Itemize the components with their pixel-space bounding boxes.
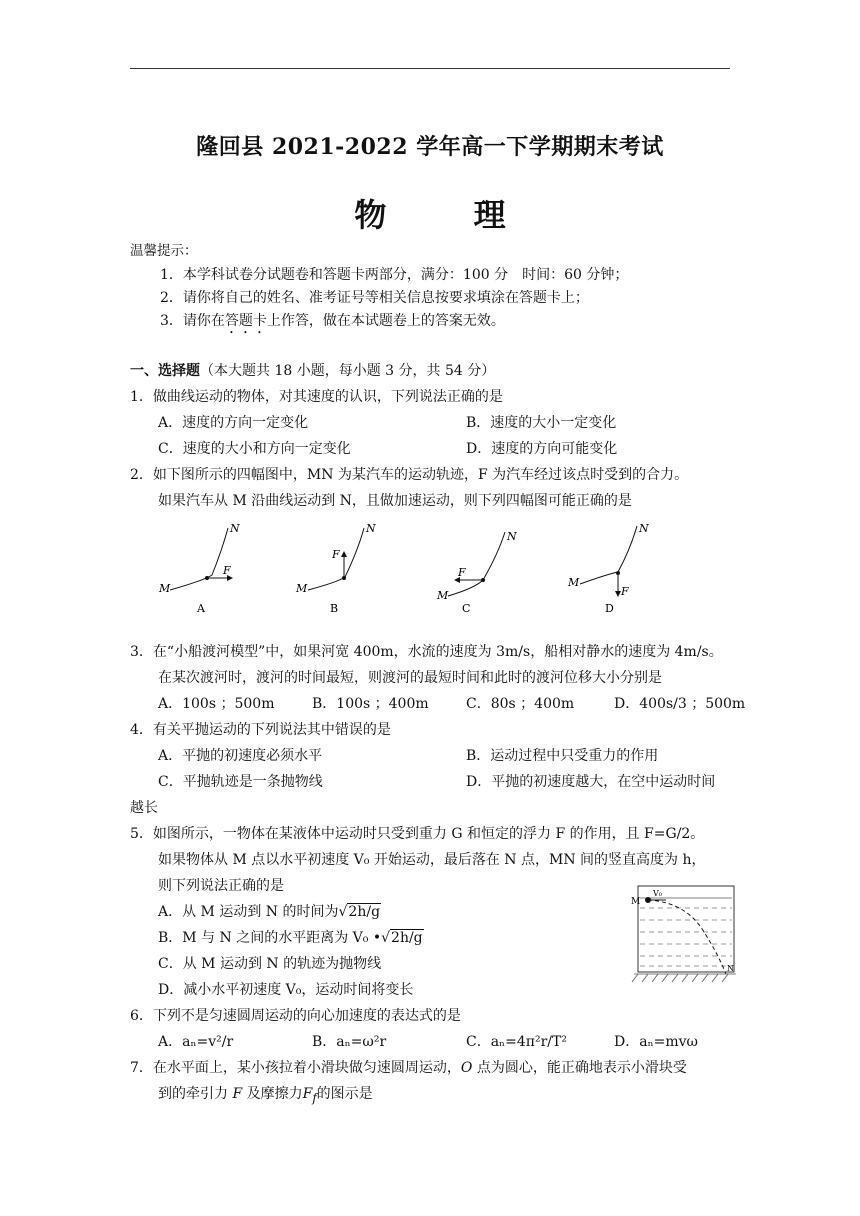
q2-panel-a-f: F: [223, 564, 231, 577]
q7-stem-line2-post: 的图示是: [316, 1086, 373, 1102]
section-heading: [130, 362, 495, 380]
q7-stem-force-f: F: [232, 1086, 243, 1102]
q3-option-c: C．80s ；400m: [466, 696, 575, 712]
q5-option-a-text: A．从 M 运动到 N 的时间为: [158, 904, 339, 920]
q6-stem: 6．下列不是匀速圆周运动的向心加速度的表达式的是: [130, 1008, 461, 1024]
notice-item-3: [160, 312, 505, 337]
q7-stem-line1-post: 点为圆心，能正确地表示小滑块受: [472, 1060, 687, 1076]
q5-figure: [626, 882, 738, 986]
q4-stem: 4．有关平抛运动的下列说法其中错误的是: [130, 722, 391, 738]
q2-panel-c: [436, 530, 517, 615]
q5-option-a: [158, 903, 381, 921]
q4-option-d-continued: 越长: [130, 800, 158, 816]
q2-panel-b: [295, 522, 376, 615]
q1-option-d: D．速度的方向可能变化: [466, 441, 618, 457]
q2-figure: [150, 520, 670, 620]
q5-stem-line3: 则下列说法正确的是: [158, 878, 284, 894]
q7-stem-line1: [130, 1059, 687, 1077]
q2-panel-b-m: M: [296, 582, 308, 595]
q5-option-b-text: B．M 与 N 之间的水平距离为 V₀ •: [158, 930, 382, 946]
q3-option-a: A．100s ；500m: [158, 696, 275, 712]
q5-option-b: [158, 929, 424, 947]
q1-stem: 1．做曲线运动的物体，对其速度的认识，下列说法正确的是: [130, 389, 503, 405]
q4-option-c: C．平抛轨迹是一条抛物线: [158, 774, 323, 790]
q6-option-d: D．aₙ=mvω: [614, 1034, 698, 1050]
q2-panel-c-m: M: [437, 589, 449, 602]
exam-title: 隆回县 2021-2022 学年高一下学期期末考试: [196, 134, 664, 160]
q5-figure-n: N: [727, 964, 734, 973]
q4-option-d: D．平抛的初速度越大，在空中运动时间: [466, 774, 716, 790]
q7-stem-line2: [158, 1085, 373, 1107]
notice-item-3-prefix: 3．请你在: [160, 313, 225, 329]
notice-item-3-emphasis: 答题卡: [224, 313, 267, 329]
q7-stem-line2-mid: 及摩擦力: [242, 1086, 303, 1102]
q7-stem-friction-f: F: [302, 1086, 313, 1102]
q7-stem-friction-sub: f: [312, 1090, 317, 1105]
q6-option-c: C．aₙ=4π²r/T²: [466, 1034, 567, 1050]
q2-panel-b-label: B: [330, 602, 339, 615]
q2-stem-line2: 如果汽车从 M 沿曲线运动到 N，且做加速运动，则下列四幅图可能正确的是: [158, 493, 632, 509]
q2-panel-b-f: F: [332, 548, 340, 561]
q2-panel-a-label: A: [197, 602, 205, 615]
q1-option-b: B．速度的大小一定变化: [466, 415, 617, 431]
q6-option-a: A．aₙ=v²/r: [158, 1034, 234, 1050]
q6-option-b: B．aₙ=ω²r: [312, 1034, 387, 1050]
notice-label: 温馨提示：: [130, 243, 198, 259]
q4-option-a: A．平抛的初速度必须水平: [158, 748, 323, 764]
subject-title: 物 理: [354, 196, 544, 234]
q3-option-b: B．100s ；400m: [312, 696, 429, 712]
q2-panel-c-n: N: [507, 530, 517, 543]
q5-option-d: D．减小水平初速度 V₀，运动时间将变长: [158, 982, 414, 998]
q2-panel-d-m: M: [568, 576, 580, 589]
notice-item-2: 2．请你将自己的姓名、准考证号等相关信息按要求填涂在答题卡上；: [160, 290, 589, 306]
q2-panel-d: [567, 522, 649, 615]
q7-stem-line2-pre: 到的牵引力: [158, 1086, 233, 1102]
q7-stem-line1-pre: 7．在水平面上，某小孩拉着小滑块做匀速圆周运动，: [130, 1060, 461, 1076]
q1-option-c: C．速度的大小和方向一定变化: [158, 441, 351, 457]
q5-option-a-sqrt: √2h/g: [338, 904, 381, 920]
q2-panel-c-label: C: [462, 602, 471, 615]
q3-stem-line2: 在某次渡河时，渡河的时间最短，则渡河的最短时间和此时的渡河位移大小分别是: [158, 670, 662, 686]
notice-item-1: 1．本学科试卷分试题卷和答题卡两部分，满分：100 分 时间：60 分钟；: [160, 267, 629, 283]
q5-stem-line2: 如果物体从 M 点以水平初速度 V₀ 开始运动，最后落在 N 点，MN 间的竖直高度为 h，: [158, 852, 706, 868]
q4-option-b: B．运动过程中只受重力的作用: [466, 748, 659, 764]
q3-stem-line1: 3．在“小船渡河模型”中，如果河宽 400m，水流的速度为 3m/s，船相对静水的速度为 4m/s。: [130, 644, 723, 660]
q5-option-c: C．从 M 运动到 N 的轨迹为抛物线: [158, 956, 382, 972]
q5-stem-line1: 5．如图所示，一物体在某液体中运动时只受到重力 G 和恒定的浮力 F 的作用，且 F=G/2。: [130, 826, 705, 842]
q1-option-a: A．速度的方向一定变化: [158, 415, 309, 431]
q2-panel-a-m: M: [159, 582, 171, 595]
q2-panel-a: [158, 522, 240, 615]
header-rule: [130, 68, 730, 69]
section-heading-note: （本大题共 18 小题，每小题 3 分，共 54 分）: [200, 363, 496, 379]
q5-option-b-radicand: 2h/g: [391, 930, 423, 946]
q2-panel-d-label: D: [605, 602, 614, 615]
section-heading-label: 一、选择题: [130, 363, 200, 379]
q2-panel-d-n: N: [639, 522, 649, 535]
q3-option-d: D．400s/3 ；500m: [614, 696, 746, 712]
q2-panel-c-f: F: [458, 566, 466, 579]
q2-stem-line1: 2．如下图所示的四幅图中，MN 为某汽车的运动轨迹，F 为汽车经过该点时受到的合力。: [130, 467, 689, 483]
q2-panel-a-n: N: [230, 522, 240, 535]
q2-panel-b-n: N: [366, 522, 376, 535]
notice-item-3-suffix: 上作答，做在本试题卷上的答案无效。: [266, 313, 505, 329]
q5-option-b-sqrt: √2h/g: [381, 930, 423, 946]
q5-option-a-radicand: 2h/g: [348, 904, 381, 920]
q2-panel-d-f: F: [621, 585, 629, 598]
q5-figure-m: M: [631, 897, 641, 907]
q5-figure-v0: V₀: [653, 889, 662, 898]
q7-stem-center-o: O: [460, 1060, 473, 1076]
